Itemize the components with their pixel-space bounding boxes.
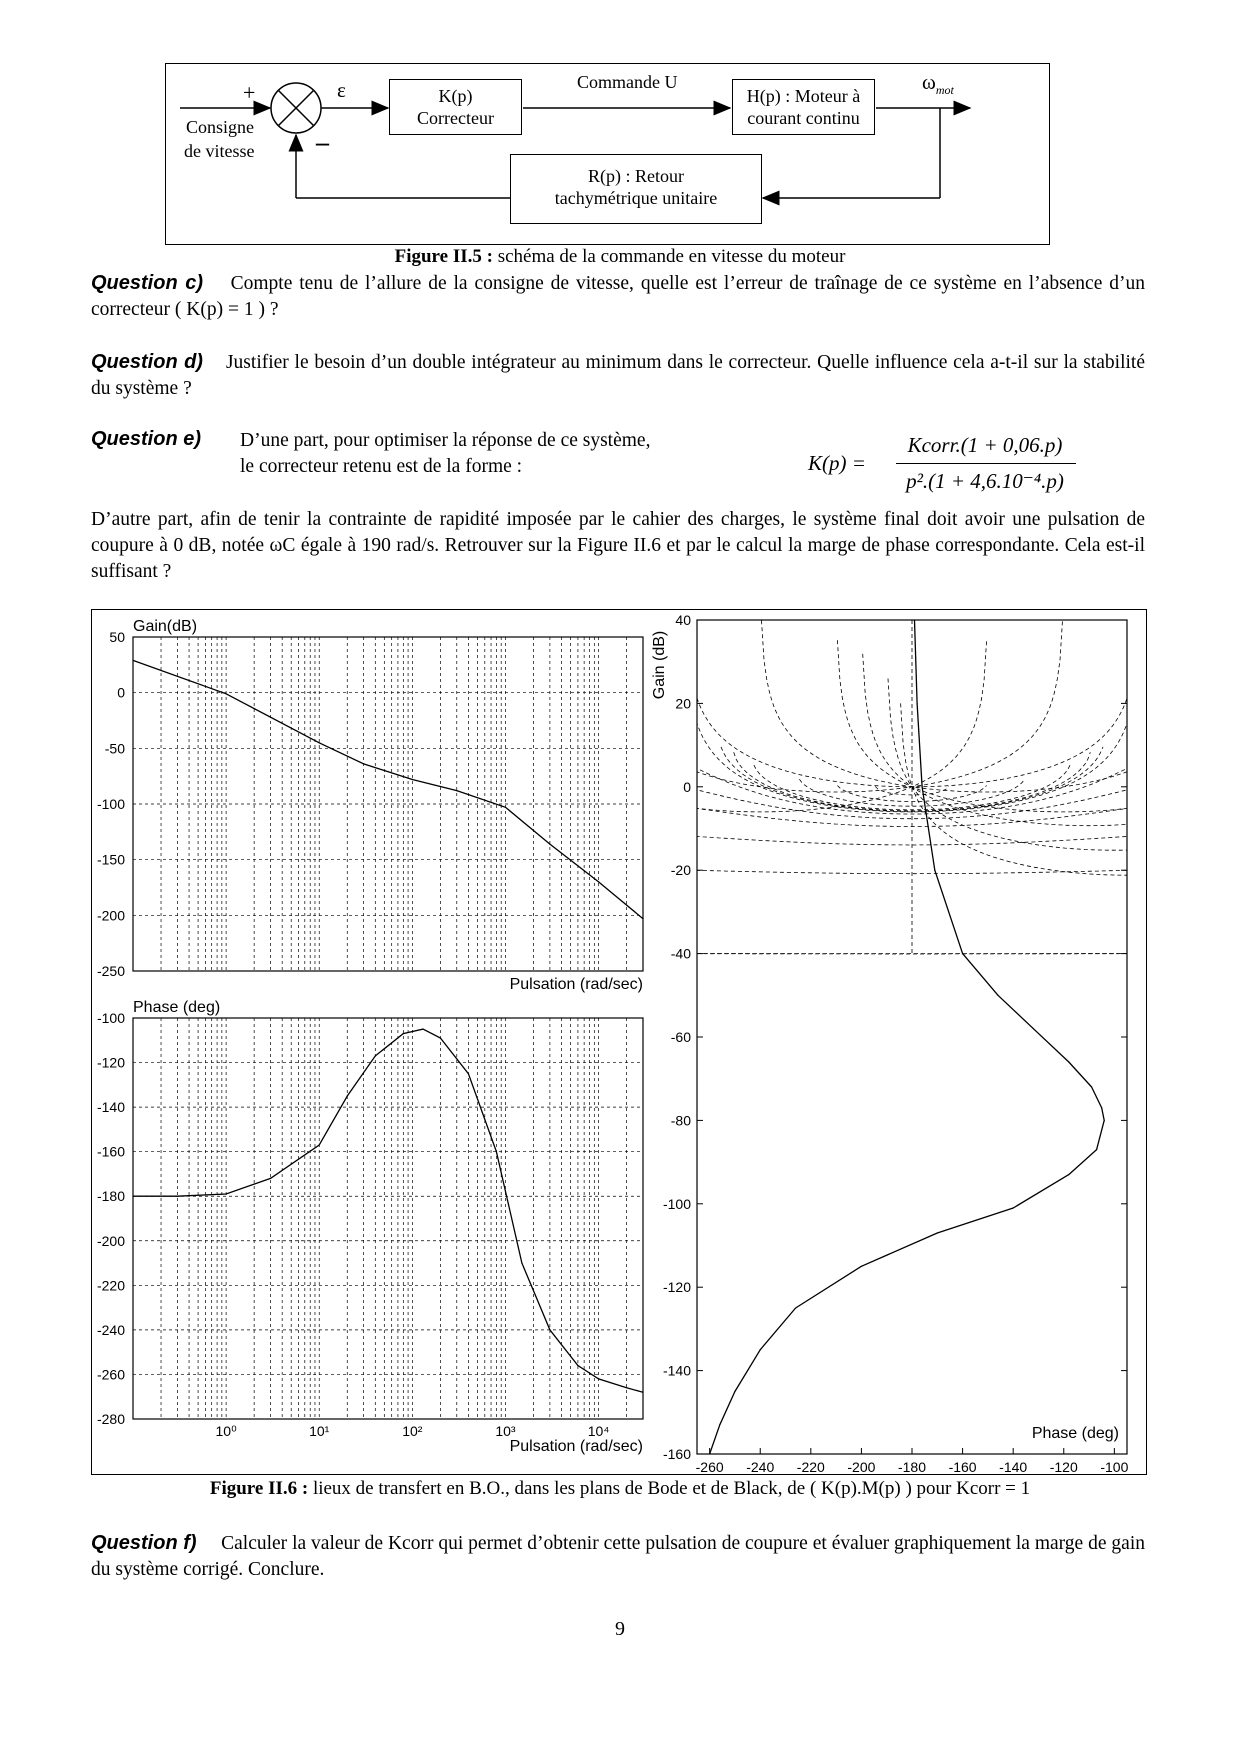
phase-data-point bbox=[319, 1144, 320, 1145]
black-data-point bbox=[937, 1232, 938, 1233]
black-data-point bbox=[1013, 1207, 1014, 1208]
gain-y-tick-label: -50 bbox=[104, 740, 125, 757]
black-x-tick-label: -100 bbox=[1100, 1459, 1129, 1475]
figure-5-text: schéma de la commande en vitesse du moteur bbox=[492, 246, 846, 267]
gain-y-tick-label: -150 bbox=[96, 851, 125, 868]
phase-y-tick-label: -280 bbox=[96, 1411, 125, 1427]
black-x-tick-label: -240 bbox=[746, 1459, 775, 1475]
gain-y-tick-label: -250 bbox=[96, 963, 125, 979]
input-label-1: Consigne bbox=[186, 117, 255, 137]
phase-data-point bbox=[375, 1055, 376, 1056]
figure-6-label: Figure II.6 : bbox=[209, 1478, 309, 1499]
formula-lhs: K(p) = bbox=[808, 451, 866, 475]
question-f-text: Calculer la valeur de Kcorr qui permet d’obtenir cette pulsation de coupure et évaluer graphiquement la marge de gain du système corrigé. Conclure. bbox=[91, 1533, 1145, 1580]
black-data-point bbox=[1068, 1174, 1069, 1175]
black-data-point bbox=[719, 1424, 720, 1425]
formula-numerator: Kcorr.(1 + 0,06.p) bbox=[907, 433, 1063, 457]
phase-data-point bbox=[468, 1073, 469, 1074]
corrector-line-2: Correcteur bbox=[417, 108, 494, 128]
black-y-tick-label: -120 bbox=[662, 1279, 691, 1296]
figure-5-label: Figure II.5 : bbox=[394, 246, 493, 267]
commande-label: Commande U bbox=[577, 72, 678, 92]
black-x-tick-label: -120 bbox=[1049, 1459, 1078, 1475]
black-data-point bbox=[1091, 1086, 1092, 1087]
black-data-point bbox=[934, 870, 935, 871]
black-data-point bbox=[916, 703, 917, 704]
gain-data-point bbox=[319, 742, 320, 743]
black-y-tick-label: -160 bbox=[662, 1446, 691, 1462]
page-number: 9 bbox=[615, 1618, 625, 1640]
input-label-2: de vitesse bbox=[184, 141, 255, 161]
motor-line-1: H(p) : Moteur à bbox=[746, 86, 861, 106]
motor-line-2: courant continu bbox=[747, 108, 860, 128]
nichols-gain-contour bbox=[458, 826, 1240, 845]
phase-data-point bbox=[422, 1029, 423, 1030]
gain-y-tick-label: -100 bbox=[96, 796, 125, 812]
phase-data-point bbox=[549, 1329, 550, 1330]
phase-x-tick-label: 10⁴ bbox=[587, 1423, 610, 1439]
phase-y-tick-label: -220 bbox=[96, 1277, 125, 1294]
gain-data-point bbox=[549, 843, 550, 844]
phase-data-point bbox=[132, 1196, 133, 1197]
gain-data-point bbox=[132, 660, 133, 661]
question-c-text: Compte tenu de l’allure de la consigne de vitesse, quelle est l’erreur de traînage de ce système en l’absence d’un correcteur ( K(p) = 1 ) ? bbox=[91, 273, 1146, 320]
gain-x-label: Pulsation (rad/sec) bbox=[509, 976, 643, 993]
gain-data-point bbox=[598, 881, 599, 882]
phase-data-point bbox=[577, 1365, 578, 1366]
black-data-point bbox=[997, 995, 998, 996]
black-data-point bbox=[914, 619, 915, 620]
question-d-text: Justifier le besoin d’un double intégrateur au minimum dans le correcteur. Quelle influence cela a-t-il sur la stabilité du système ? bbox=[91, 352, 1146, 399]
black-data-point bbox=[709, 1453, 710, 1454]
black-x-tick-label: -260 bbox=[695, 1459, 724, 1475]
black-y-tick-label: 0 bbox=[683, 778, 691, 795]
gain-data-point bbox=[226, 693, 227, 694]
black-x-tick-label: -140 bbox=[999, 1459, 1028, 1475]
phase-y-tick-label: -140 bbox=[96, 1099, 125, 1116]
gain-curve bbox=[133, 660, 643, 918]
phase-data-point bbox=[270, 1178, 271, 1179]
nichols-grid bbox=[458, 615, 1240, 954]
plus-sign: + bbox=[243, 80, 256, 105]
phase-data-point bbox=[642, 1392, 643, 1393]
black-y-tick-label: 20 bbox=[675, 695, 691, 712]
black-x-tick-label: -160 bbox=[948, 1459, 977, 1475]
black-y-tick-label: -140 bbox=[662, 1362, 691, 1379]
gain-data-point bbox=[363, 763, 364, 764]
nichols-phase-contour bbox=[901, 703, 1240, 875]
output-sub: mot bbox=[935, 83, 954, 98]
question-e-line-2: le correcteur retenu est de la forme : bbox=[240, 456, 523, 477]
black-y-tick-label: 40 bbox=[675, 612, 691, 628]
black-data-point bbox=[760, 1349, 761, 1350]
gain-data-point bbox=[642, 918, 643, 919]
question-f-label: Question f) bbox=[91, 1532, 197, 1554]
question-e-paragraph: D’autre part, afin de tenir la contrainte de rapidité imposée par le cahier des charges, le système final doit avoir une pulsation de coupure à 0 dB, notée ωC égale à 190 rad/s. Retrouver sur la Figure II.6 et par le calcul la marge de phase correspondante. Cela est-il suffisant ? bbox=[91, 509, 1145, 582]
phase-x-tick-label: 10³ bbox=[495, 1423, 516, 1439]
phase-x-label: Pulsation (rad/sec) bbox=[509, 1438, 643, 1455]
phase-y-tick-label: -200 bbox=[96, 1232, 125, 1249]
nichols-phase-contour bbox=[837, 640, 1240, 812]
black-data-point bbox=[962, 953, 963, 954]
question-c-label: Question c) bbox=[91, 272, 204, 294]
black-y-tick-label: -80 bbox=[670, 1112, 691, 1129]
gain-data-point bbox=[456, 790, 457, 791]
feedback-line-2: tachymétrique unitaire bbox=[554, 188, 718, 208]
black-y-tick-label: -100 bbox=[662, 1195, 691, 1212]
phase-axes-frame bbox=[133, 1018, 643, 1419]
black-x-tick-label: -200 bbox=[847, 1459, 876, 1475]
black-x-tick-label: -180 bbox=[897, 1459, 927, 1475]
phase-y-tick-label: -160 bbox=[96, 1143, 125, 1160]
phase-data-point bbox=[177, 1196, 178, 1197]
phase-title: Phase (deg) bbox=[133, 999, 221, 1016]
phase-x-tick-label: 10¹ bbox=[309, 1423, 330, 1439]
black-data-point bbox=[922, 786, 923, 787]
phase-data-point bbox=[626, 1387, 627, 1388]
phase-data-point bbox=[440, 1037, 441, 1038]
phase-x-tick-label: 10² bbox=[402, 1423, 423, 1439]
phase-data-point bbox=[521, 1262, 522, 1263]
gain-data-point bbox=[505, 807, 506, 808]
black-data-point bbox=[1068, 1061, 1069, 1062]
black-data-point bbox=[1104, 1120, 1105, 1121]
phase-y-tick-label: -180 bbox=[96, 1188, 125, 1205]
phase-curve bbox=[133, 1029, 643, 1392]
phase-data-point bbox=[496, 1151, 497, 1152]
question-d-label: Question d) bbox=[91, 351, 203, 373]
output-omega: ω bbox=[922, 70, 936, 94]
phase-data-point bbox=[347, 1095, 348, 1096]
question-e-label: Question e) bbox=[91, 428, 202, 450]
nichols-gain-contour bbox=[837, 786, 986, 802]
black-x-tick-label: -220 bbox=[796, 1459, 825, 1475]
black-locus-curve bbox=[710, 620, 1105, 1454]
gain-data-point bbox=[412, 779, 413, 780]
phase-data-point bbox=[226, 1193, 227, 1194]
epsilon-label: ε bbox=[337, 78, 346, 102]
gain-y-tick-label: -200 bbox=[96, 907, 125, 924]
black-y-label: Gain (dB) bbox=[651, 630, 668, 700]
nichols-gain-contour bbox=[458, 787, 1240, 827]
black-data-point bbox=[861, 1266, 862, 1267]
gain-title: Gain(dB) bbox=[133, 618, 198, 635]
nichols-phase-contour bbox=[762, 620, 1215, 792]
black-data-point bbox=[734, 1391, 735, 1392]
black-data-point bbox=[1096, 1149, 1097, 1150]
question-f bbox=[91, 1530, 1145, 1583]
nichols-phase-contour bbox=[888, 679, 1240, 851]
gain-y-tick-label: 50 bbox=[109, 629, 125, 645]
figure-6-caption bbox=[0, 1478, 1240, 1500]
black-axes-frame bbox=[697, 620, 1127, 1454]
phase-data-point bbox=[598, 1378, 599, 1379]
phase-x-tick-label: 10⁰ bbox=[215, 1423, 237, 1439]
question-e-line-1: D’une part, pour optimiser la réponse de ce système, bbox=[240, 430, 651, 451]
black-x-label: Phase (deg) bbox=[1031, 1425, 1119, 1442]
gain-y-tick-label: 0 bbox=[117, 684, 125, 701]
nichols-gain-contour bbox=[458, 711, 1240, 814]
formula-denominator: p².(1 + 4,6.10⁻⁴.p) bbox=[906, 469, 1064, 493]
phase-data-point bbox=[403, 1033, 404, 1034]
black-data-point bbox=[1101, 1107, 1102, 1108]
corrector-line-1: K(p) bbox=[438, 86, 473, 106]
black-y-tick-label: -60 bbox=[670, 1029, 691, 1045]
phase-y-tick-label: -240 bbox=[96, 1321, 125, 1338]
black-y-tick-label: -20 bbox=[670, 862, 691, 879]
phase-y-tick-label: -260 bbox=[96, 1366, 125, 1383]
black-data-point bbox=[795, 1307, 796, 1308]
black-data-point bbox=[1033, 1028, 1034, 1029]
figure-6-text: lieux de transfert en B.O., dans les plans de Bode et de Black, de ( K(p).M(p) ) pour Kcorr = 1 bbox=[308, 1478, 1031, 1499]
phase-y-tick-label: -100 bbox=[96, 1010, 125, 1026]
feedback-line-1: R(p) : Retour bbox=[588, 166, 684, 186]
phase-y-tick-label: -120 bbox=[96, 1054, 125, 1071]
minus-sign: – bbox=[316, 128, 329, 157]
black-y-tick-label: -40 bbox=[670, 945, 691, 962]
